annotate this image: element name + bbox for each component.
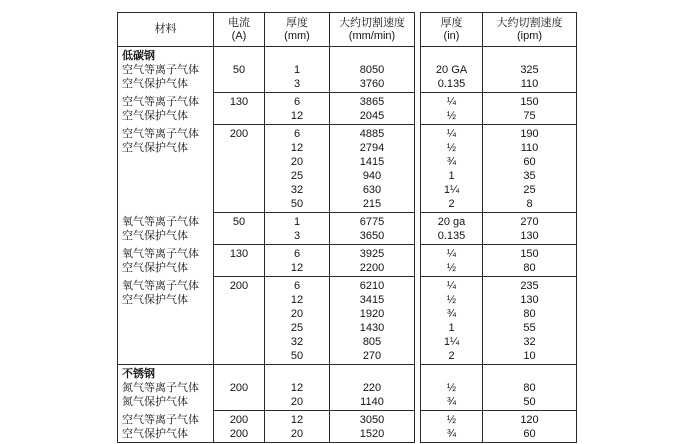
header-current-unit: (A) [231,29,247,42]
table-row [118,245,415,277]
current-cell [214,213,265,245]
cell-line: 1 [448,170,455,182]
cell-line: ¾ [446,308,457,320]
cell-line [216,197,262,211]
table-row [118,213,415,245]
cell-line [485,49,574,63]
thickness-mm-cell [265,93,330,125]
thickness-in-cell [421,93,483,125]
cell-line: 20 [290,428,304,440]
cell-line: 20 ga [437,216,466,228]
cell-line: 1415 [359,156,385,168]
cell-line [485,367,574,381]
cell-line: 1140 [360,396,384,408]
cell-line [120,335,211,349]
cell-line: 3050 [359,414,385,426]
current-cell [214,125,265,213]
cell-line [332,49,412,63]
cell-line: 6 [293,96,301,108]
cell-line: 1¼ [443,184,460,196]
table-row [421,47,577,93]
cell-line: 3 [293,78,301,90]
cell-line: 25 [290,322,304,334]
cell-line [216,335,262,349]
cell-line: 12 [290,110,304,122]
material-cell [118,277,214,365]
cell-line: 32 [290,336,304,348]
cell-line: 50 [290,198,304,210]
cell-line: 6 [293,280,301,292]
cell-line: 0.135 [437,78,466,90]
cell-line: 3760 [359,78,385,90]
cell-line: 空气保护气体 [122,109,188,122]
cell-line: 270 [362,350,382,362]
current-cell [214,411,265,443]
cell-line: ¾ [446,428,457,440]
cell-line: 氮气保护气体 [122,396,188,408]
table-row [421,245,577,277]
material-cell [118,365,214,411]
cell-line: 3415 [359,294,385,306]
cell-line: 940 [362,170,382,182]
cell-line: 20 [290,308,304,320]
thickness-in-cell [421,365,483,411]
thickness-mm-cell [265,213,330,245]
current-cell [214,93,265,125]
cell-line: 1430 [359,322,385,334]
cell-line: ½ [446,414,457,426]
cell-line: 12 [290,382,304,394]
header-thickness-mm [265,13,330,47]
speed-ipm-cell [483,125,577,213]
cell-line [216,183,262,197]
speed-mm-cell [330,93,415,125]
cell-line [120,169,211,183]
thickness-in-cell [421,125,483,213]
thickness-in-cell [421,213,483,245]
cell-line [216,293,262,307]
cell-line: 50 [232,64,246,76]
cell-line [216,229,262,243]
thickness-in-cell [421,245,483,277]
cell-line [120,183,211,197]
cell-line [423,367,480,381]
current-cell [214,47,265,93]
material-cell [118,93,214,125]
speed-mm-cell [330,365,415,411]
table-row [421,277,577,365]
cell-line [216,77,262,91]
cell-line [332,367,412,381]
cell-line: 6775 [359,216,385,228]
cell-line: 氧气等离子气体 [122,215,199,228]
cell-line: 2 [448,350,455,362]
thickness-in-cell [421,277,483,365]
cell-line: 空气保护气体 [122,229,188,242]
cell-line: ¾ [446,156,457,168]
speed-ipm-cell [483,47,577,93]
cell-line: 8050 [359,64,385,76]
cell-line: 3865 [359,96,385,108]
cell-line [120,307,211,321]
cell-line: 270 [520,216,539,228]
cell-line [216,261,262,275]
header-speed-mm-label: 大约切割速度 [339,16,405,29]
speed-ipm-cell [483,213,577,245]
cell-line: 32 [290,184,304,196]
thickness-mm-cell [265,411,330,443]
cell-line: 200 [229,428,249,440]
cell-line: 190 [520,128,539,140]
cell-line: 1 [293,64,301,76]
cell-line: 4885 [359,128,385,140]
cell-line: 空气等离子气体 [122,413,199,426]
header-thickness-in-label: 厚度 [440,16,463,29]
cell-line [120,197,211,211]
speed-ipm-cell [483,411,577,443]
cell-line: 6 [293,248,301,260]
cell-line: 235 [520,280,539,292]
cell-line: ¾ [446,396,457,408]
table-row [118,411,415,443]
cell-line: 200 [229,414,249,426]
header-material-label: 材料 [154,23,177,35]
cell-line [267,367,327,381]
thickness-mm-cell [265,245,330,277]
cell-line: 2200 [359,262,385,274]
cell-line: 130 [229,96,249,108]
cell-line: ½ [446,110,457,122]
cell-line: 80 [523,382,536,394]
speed-mm-cell [330,125,415,213]
cell-line [216,395,262,409]
header-current [214,13,265,47]
cell-line: ¼ [446,280,457,292]
cell-line [216,155,262,169]
cell-line: 20 [290,156,304,168]
cell-line: 空气等离子气体 [122,64,199,76]
cell-line [216,307,262,321]
table-row [421,125,577,213]
cell-line [120,155,211,169]
cell-line: 150 [520,248,539,260]
header-material [118,13,214,47]
thickness-mm-cell [265,47,330,93]
header-row [118,13,415,47]
cell-line: 325 [520,64,539,76]
speed-ipm-cell [483,277,577,365]
cell-line: 20 [290,396,304,408]
cell-line: 2794 [359,142,385,154]
cell-line: 3650 [359,230,385,242]
cell-line: 12 [290,294,304,306]
cell-line: 220 [362,382,382,394]
table-row [118,365,415,411]
cell-line: 805 [362,336,382,348]
material-cell [118,411,214,443]
cell-line: 1¼ [443,336,460,348]
current-cell [214,365,265,411]
cell-line: 12 [290,414,304,426]
cell-line [216,141,262,155]
speed-mm-cell [330,277,415,365]
cell-line: 35 [523,170,536,182]
header-row [421,13,577,47]
cell-line: ½ [446,382,457,394]
cell-line: 200 [229,382,249,394]
cell-line: 20 GA [435,64,468,76]
cell-line [216,321,262,335]
cell-line: 75 [523,110,536,122]
speed-ipm-cell [483,245,577,277]
cell-line [216,169,262,183]
cell-line: 200 [229,280,249,292]
cell-line [216,349,262,363]
header-speed-ipm [483,13,577,47]
cell-line: 空气保护气体 [122,78,188,90]
speed-mm-cell [330,245,415,277]
cell-line: 1 [293,216,301,228]
cell-line: 8 [526,198,533,210]
cell-line [216,109,262,123]
cell-line: 3 [293,230,301,242]
cell-line: ¼ [446,96,457,108]
cell-line: 50 [290,350,304,362]
cell-line: 1520 [359,428,385,440]
header-thickness-in-unit: (in) [443,29,460,42]
cell-line: 2045 [359,110,385,122]
thickness-mm-cell [265,365,330,411]
cell-line: 130 [229,248,249,260]
cutting-speed-table-imperial [420,12,577,443]
cutting-speed-table-metric [117,12,415,443]
header-thickness-mm-label: 厚度 [286,16,308,29]
cell-line [120,321,211,335]
cell-line [216,49,262,63]
cell-line: 80 [523,262,536,274]
cell-line: 0.135 [437,230,466,242]
header-speed-mm-unit: (mm/min) [348,29,396,42]
cell-line: 低碳钢 [122,50,155,62]
cell-line: 50 [523,396,536,408]
cell-line: 50 [232,216,246,228]
cell-line: 10 [523,350,536,362]
thickness-in-cell [421,47,483,93]
cell-line: 空气保护气体 [122,261,188,274]
speed-mm-cell [330,47,415,93]
cell-line: ½ [446,142,457,154]
table-row [421,411,577,443]
header-thickness-mm-unit: (mm) [284,29,310,42]
cell-line: 110 [520,142,539,154]
cell-line: 130 [520,230,539,242]
cell-line: 1 [448,322,455,334]
cell-line: 12 [290,262,304,274]
cell-line: 3925 [359,248,385,260]
material-cell [118,213,214,245]
header-speed-mm [330,13,415,47]
cell-line: 110 [520,78,539,90]
cell-line: 120 [520,414,539,426]
cell-line: 空气保护气体 [122,427,188,440]
table-row [421,365,577,411]
cell-line: ½ [446,262,457,274]
cell-line: 空气等离子气体 [122,95,199,108]
cell-line: 80 [523,308,536,320]
table-row [118,93,415,125]
cell-line: 12 [290,142,304,154]
speed-mm-cell [330,411,415,443]
thickness-in-cell [421,411,483,443]
cell-line: 6 [293,128,301,140]
cell-line: 25 [290,170,304,182]
material-cell [118,125,214,213]
table-row [421,213,577,245]
cell-line: ¼ [446,128,457,140]
table-row [118,125,415,213]
cell-line: 空气保护气体 [122,141,188,154]
cell-line: ¼ [446,248,457,260]
cell-line: 200 [229,128,249,140]
speed-mm-cell [330,213,415,245]
speed-ipm-cell [483,93,577,125]
cell-line: 215 [362,198,382,210]
material-cell [118,47,214,93]
cell-line: 氮气等离子气体 [122,382,199,394]
cell-line: 6210 [359,280,385,292]
cell-line: 空气保护气体 [122,293,188,306]
cell-line: 1920 [359,308,385,320]
cell-line: 630 [362,184,382,196]
table-row [118,47,415,93]
table-row [118,277,415,365]
cell-line: ½ [446,294,457,306]
speed-ipm-cell [483,365,577,411]
table-row [421,93,577,125]
current-cell [214,245,265,277]
current-cell [214,277,265,365]
header-current-label: 电流 [228,16,250,29]
cell-line: 不锈钢 [122,368,155,380]
cell-line [216,367,262,381]
cell-line [120,349,211,363]
thickness-mm-cell [265,125,330,213]
cell-line: 60 [523,156,536,168]
cell-line: 空气等离子气体 [122,127,199,140]
header-speed-ipm-unit: (ipm) [516,29,543,42]
cell-line: 2 [448,198,455,210]
header-speed-ipm-label: 大约切割速度 [496,16,563,29]
cell-line: 氧气等离子气体 [122,247,199,260]
cell-line: 25 [523,184,536,196]
material-cell [118,245,214,277]
header-thickness-in [421,13,483,47]
thickness-mm-cell [265,277,330,365]
cell-line [423,49,480,63]
cell-line: 氧气等离子气体 [122,279,199,292]
cell-line: 60 [523,428,536,440]
cell-line: 55 [523,322,536,334]
cell-line: 32 [523,336,536,348]
cell-line [267,49,327,63]
cell-line: 150 [520,96,539,108]
cell-line: 130 [520,294,539,306]
